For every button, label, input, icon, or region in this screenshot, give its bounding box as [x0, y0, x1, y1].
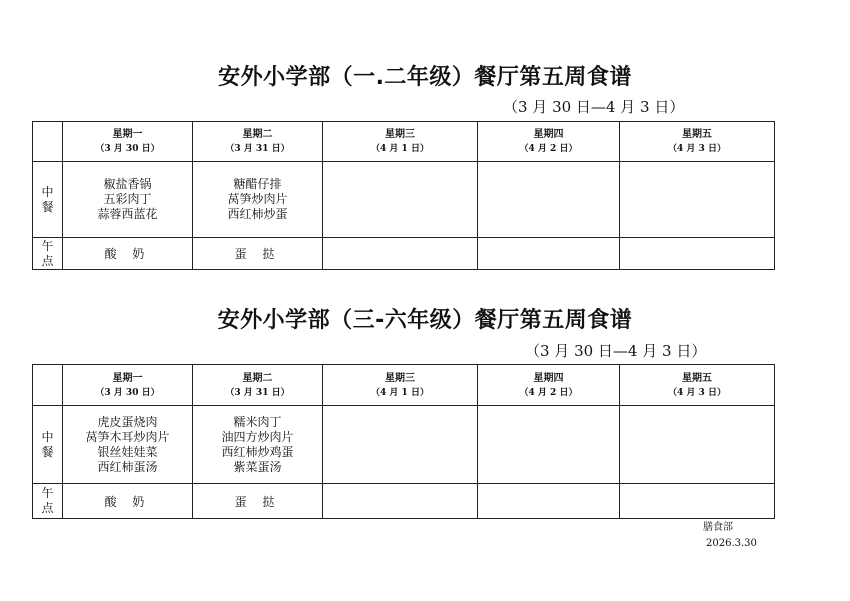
- day-header: [620, 122, 775, 162]
- lunch-cell: [620, 162, 775, 238]
- dish: 西红柿炒蛋: [227, 207, 288, 221]
- lunch-cell: [478, 162, 620, 238]
- dish: 糖醋仔排: [233, 177, 282, 191]
- day-header: [323, 122, 478, 162]
- day-date: （4 月 3 日）: [668, 387, 726, 398]
- corner-cell: [33, 122, 63, 162]
- day-date: （4 月 2 日）: [519, 387, 578, 398]
- lunch-cell: [63, 406, 193, 484]
- dish: 椒盐香锅: [103, 177, 152, 191]
- snack-cell: [620, 484, 775, 519]
- snack-cell: 蛋 挞: [193, 484, 323, 519]
- day-header: [63, 365, 193, 406]
- day-name: 星期四: [533, 372, 564, 384]
- lunch-cell: [620, 406, 775, 484]
- lunch-cell: [193, 162, 323, 238]
- dish: 西红柿炒鸡蛋: [221, 444, 294, 459]
- dish: 紫菜蛋汤: [233, 459, 282, 474]
- header-row: [33, 122, 775, 162]
- day-date: （4 月 3 日）: [668, 144, 726, 154]
- lunch-label: 中 餐: [33, 162, 63, 238]
- day-name: 星期二: [242, 129, 273, 140]
- lunch-cell: [478, 406, 620, 484]
- menu-table: [32, 364, 775, 519]
- dish: 五彩肉丁: [103, 192, 152, 206]
- dish: 西红柿蛋汤: [97, 459, 158, 474]
- dish: 虎皮蛋烧肉: [97, 414, 158, 429]
- lunch-cell: [323, 162, 478, 238]
- day-date: （4 月 1 日）: [371, 387, 429, 398]
- corner-cell: [33, 365, 63, 406]
- day-header: [193, 365, 323, 406]
- day-header: [63, 122, 193, 162]
- snack-cell: [478, 238, 620, 270]
- dish: 蒜蓉西蓝花: [97, 207, 158, 221]
- day-name: 星期一: [112, 372, 143, 384]
- snack-label: 午 点: [33, 238, 63, 270]
- dish: 银丝娃娃菜: [97, 444, 158, 459]
- day-date: （3 月 31 日）: [225, 144, 290, 154]
- snack-cell: [323, 238, 478, 270]
- day-name: 星期三: [385, 129, 415, 140]
- day-name: 星期五: [682, 372, 712, 384]
- snack-cell: 酸 奶: [63, 484, 193, 519]
- day-header: [478, 365, 620, 406]
- lunch-cell: [193, 406, 323, 484]
- snack-cell: [323, 484, 478, 519]
- day-name: 星期三: [385, 372, 415, 384]
- day-header: [323, 365, 478, 406]
- dish: 莴笋炒肉片: [227, 192, 288, 206]
- footer-date: 2026.3.30: [706, 538, 757, 549]
- footer-department: 膳食部: [703, 522, 733, 533]
- menu-table: [32, 121, 775, 270]
- day-name: 星期四: [533, 129, 564, 140]
- snack-label: 午 点: [33, 484, 63, 519]
- snack-cell: [620, 238, 775, 270]
- day-name: 星期二: [242, 372, 273, 384]
- lunch-row: [33, 162, 775, 238]
- date-range: （3 月 30 日—4 月 3 日）: [503, 98, 685, 116]
- snack-cell: 蛋 挞: [193, 238, 323, 270]
- lunch-cell: [323, 406, 478, 484]
- day-name: 星期一: [112, 129, 143, 140]
- dish: 糯米肉丁: [233, 414, 282, 429]
- lunch-cell: [63, 162, 193, 238]
- date-range: （3 月 30 日—4 月 3 日）: [525, 342, 707, 360]
- snack-row: [33, 484, 775, 519]
- snack-cell: 酸 奶: [63, 238, 193, 270]
- lunch-row: [33, 406, 775, 484]
- lunch-label: 中 餐: [33, 406, 63, 484]
- day-name: 星期五: [682, 129, 712, 140]
- snack-cell: [478, 484, 620, 519]
- menu-title: 安外小学部（三-六年级）餐厅第五周食谱: [217, 308, 633, 333]
- day-date: （3 月 31 日）: [225, 387, 290, 398]
- menu-title: 安外小学部（一.二年级）餐厅第五周食谱: [218, 65, 632, 90]
- day-header: [620, 365, 775, 406]
- snack-row: [33, 238, 775, 270]
- day-date: （3 月 30 日）: [95, 144, 160, 154]
- dish: 油四方炒肉片: [221, 429, 294, 444]
- day-date: （3 月 30 日）: [95, 387, 160, 398]
- day-date: （4 月 1 日）: [371, 144, 429, 154]
- day-date: （4 月 2 日）: [519, 144, 578, 154]
- day-header: [478, 122, 620, 162]
- dish: 莴笋木耳炒肉片: [85, 429, 170, 444]
- day-header: [193, 122, 323, 162]
- header-row: [33, 365, 775, 406]
